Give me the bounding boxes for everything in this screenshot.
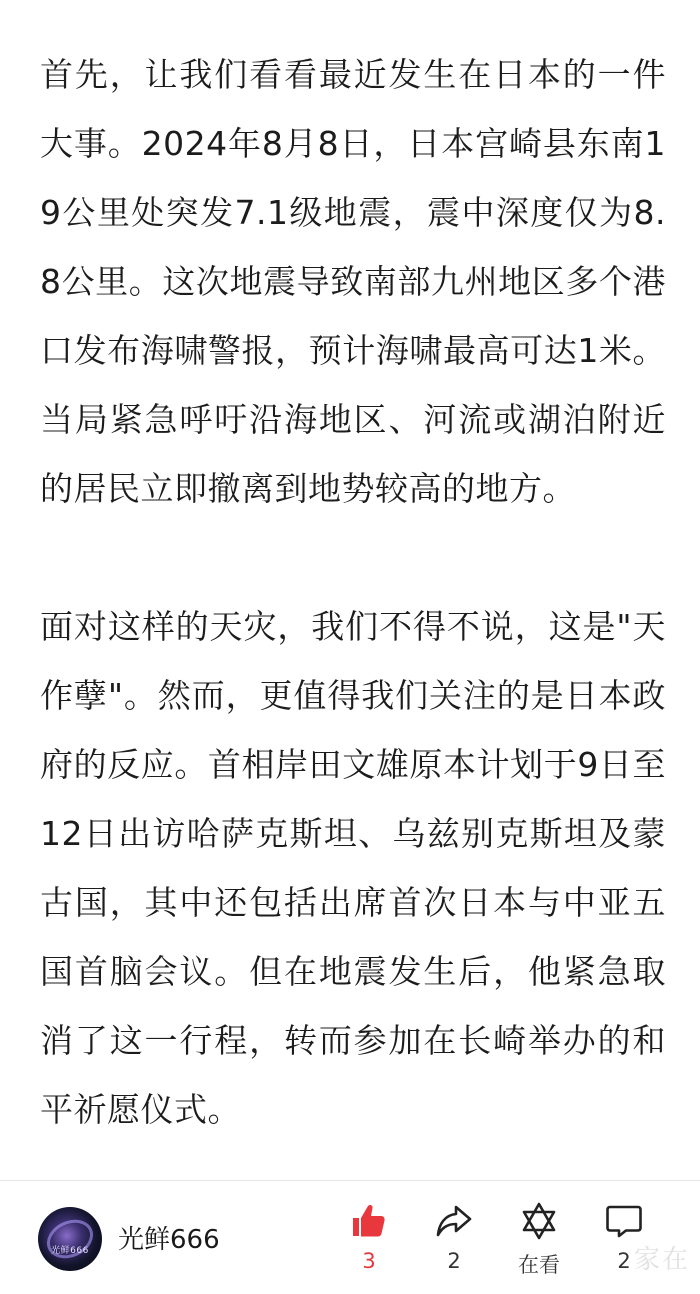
watching-button[interactable] [499,1201,579,1285]
thumbs-up-icon [349,1201,389,1241]
share-count: 2 [447,1249,461,1273]
article-body [40,40,666,1144]
comment-count: 2 [617,1249,631,1273]
comment-bubble-icon [604,1201,644,1241]
like-button[interactable] [329,1201,409,1285]
author-avatar[interactable] [38,1207,102,1271]
article-paragraph: 首先，让我们看看最近发生在日本的一件大事。2024年8月8日，日本宫崎县东南19公里处突发7.1级地震，震中深度仅为8.8公里。这次地震导致南部九州地区多个港口发布海啸警报，预计海啸最高可达1米。当局紧急呼吁沿海地区、河流或湖泊附近的居民立即撤离到地势较高的地方。 [40,55,666,508]
star-of-david-icon [519,1201,559,1241]
avatar-logo-text: 光鲜666 [51,1246,89,1256]
watermark-logo: 家在 [633,1245,690,1275]
bottom-action-bar [0,1180,700,1294]
author-name[interactable]: 光鲜666 [118,1225,220,1255]
watching-label: 在看 [518,1253,560,1277]
share-button[interactable] [414,1201,494,1285]
share-arrow-icon [434,1201,474,1241]
comment-button[interactable] [584,1201,664,1285]
like-count: 3 [362,1249,376,1273]
article-paragraph: 面对这样的天灾，我们不得不说，这是"天作孽"。然而，更值得我们关注的是日本政府的反应。首相岸田文雄原本计划于9日至12日出访哈萨克斯坦、乌兹别克斯坦及蒙古国，其中还包括出席首次日本与中亚五国首脑会议。但在地震发生后，他紧急取消了这一行程，转而参加在长崎举办的和平祈愿仪式。 [40,607,666,1129]
galaxy-swirl-icon [41,1213,100,1266]
